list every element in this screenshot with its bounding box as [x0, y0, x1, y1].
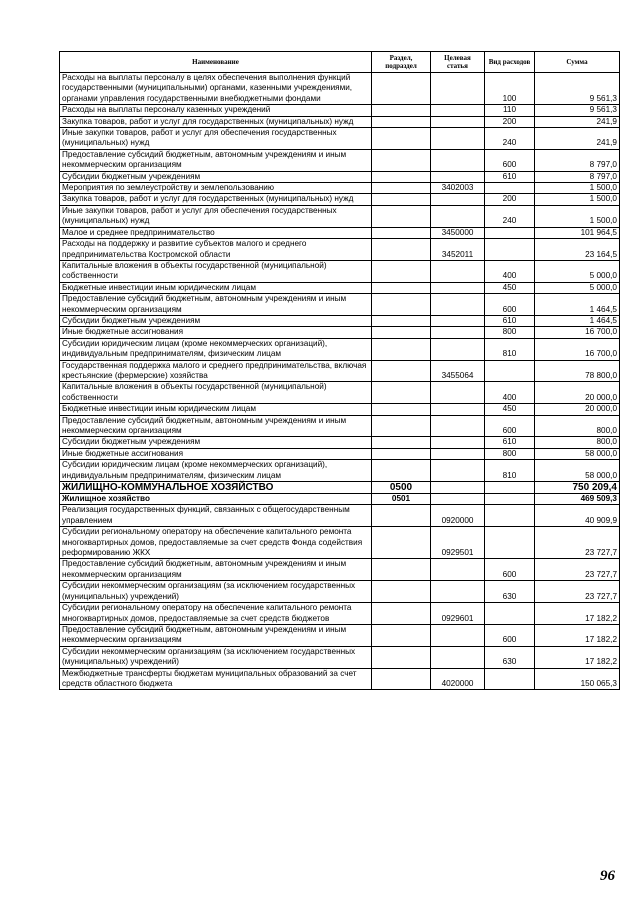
- table-row: [60, 194, 620, 205]
- cell-section: [372, 404, 431, 415]
- cell-sum: 58 000,0: [535, 448, 620, 459]
- cell-kind: 200: [485, 116, 535, 127]
- cell-name: Предоставление субсидий бюджетным, автономным учреждениям и иным некоммерческим организациям: [60, 624, 372, 646]
- cell-section: [372, 105, 431, 116]
- cell-target: 4020000: [431, 668, 485, 690]
- cell-section: [372, 128, 431, 150]
- cell-kind: 200: [485, 194, 535, 205]
- table-row: [60, 183, 620, 194]
- cell-kind: 630: [485, 646, 535, 668]
- budget-table: [59, 51, 620, 690]
- cell-sum: 800,0: [535, 437, 620, 448]
- cell-kind: 800: [485, 327, 535, 338]
- header-name: Наименование: [60, 52, 372, 73]
- cell-target: [431, 482, 485, 494]
- table-row: [60, 415, 620, 437]
- cell-section: [372, 149, 431, 171]
- cell-name: Предоставление субсидий бюджетным, автономным учреждениям и иным некоммерческим организациям: [60, 149, 372, 171]
- cell-sum: 23 164,5: [535, 239, 620, 261]
- table-row: [60, 73, 620, 105]
- table-header-row: [60, 52, 620, 73]
- cell-kind: [485, 668, 535, 690]
- table-row: [60, 603, 620, 625]
- table-row: [60, 382, 620, 404]
- header-target: Целевая статья: [431, 52, 485, 73]
- cell-target: [431, 382, 485, 404]
- table-row: [60, 581, 620, 603]
- cell-kind: 630: [485, 581, 535, 603]
- cell-name: Расходы на выплаты персоналу казенных учреждений: [60, 105, 372, 116]
- cell-sum: 241,9: [535, 128, 620, 150]
- cell-name: Капитальные вложения в объекты государственной (муниципальной) собственности: [60, 260, 372, 282]
- cell-section: 0500: [372, 482, 431, 494]
- cell-name: Закупка товаров, работ и услуг для государственных (муниципальных) нужд: [60, 194, 372, 205]
- table-row: [60, 282, 620, 293]
- cell-name: Мероприятия по землеустройству и землепользованию: [60, 183, 372, 194]
- cell-sum: 17 182,2: [535, 624, 620, 646]
- cell-kind: 800: [485, 448, 535, 459]
- cell-target: 3402003: [431, 183, 485, 194]
- cell-name: Бюджетные инвестиции иным юридическим лицам: [60, 404, 372, 415]
- cell-sum: 8 797,0: [535, 149, 620, 171]
- cell-sum: 23 727,7: [535, 559, 620, 581]
- table-row: [60, 239, 620, 261]
- cell-target: [431, 260, 485, 282]
- cell-target: [431, 581, 485, 603]
- cell-kind: 100: [485, 73, 535, 105]
- cell-sum: 58 000,0: [535, 460, 620, 482]
- table-row: [60, 205, 620, 227]
- cell-target: [431, 171, 485, 182]
- cell-target: [431, 646, 485, 668]
- cell-target: 0929501: [431, 527, 485, 559]
- cell-name: Иные бюджетные ассигнования: [60, 327, 372, 338]
- cell-section: [372, 338, 431, 360]
- cell-sum: 5 000,0: [535, 282, 620, 293]
- cell-section: [372, 239, 431, 261]
- cell-kind: 450: [485, 404, 535, 415]
- cell-target: 3452011: [431, 239, 485, 261]
- cell-name: Государственная поддержка малого и среднего предпринимательства, включая крестьянские (фермерские) хозяйства: [60, 360, 372, 382]
- cell-section: [372, 559, 431, 581]
- cell-section: [372, 116, 431, 127]
- cell-name: Субсидии юридическим лицам (кроме некоммерческих организаций), индивидуальным предпринимателям, физическим лицам: [60, 460, 372, 482]
- cell-name: Субсидии бюджетным учреждениям: [60, 437, 372, 448]
- cell-sum: 17 182,2: [535, 603, 620, 625]
- table-row: [60, 105, 620, 116]
- cell-name: ЖИЛИЩНО-КОММУНАЛЬНОЕ ХОЗЯЙСТВО: [60, 482, 372, 494]
- table-row: [60, 294, 620, 316]
- cell-sum: 241,9: [535, 116, 620, 127]
- cell-sum: 1 464,5: [535, 315, 620, 326]
- cell-sum: 23 727,7: [535, 581, 620, 603]
- cell-sum: 20 000,0: [535, 382, 620, 404]
- cell-target: [431, 327, 485, 338]
- cell-target: [431, 149, 485, 171]
- table-row: [60, 338, 620, 360]
- cell-sum: 800,0: [535, 415, 620, 437]
- cell-kind: [485, 603, 535, 625]
- cell-target: [431, 105, 485, 116]
- cell-section: [372, 460, 431, 482]
- cell-section: [372, 415, 431, 437]
- cell-name: Бюджетные инвестиции иным юридическим лицам: [60, 282, 372, 293]
- cell-name: Расходы на поддержку и развитие субъектов малого и среднего предпринимательства Костромской области: [60, 239, 372, 261]
- cell-section: [372, 205, 431, 227]
- cell-target: 0920000: [431, 505, 485, 527]
- table-row: [60, 149, 620, 171]
- cell-section: [372, 183, 431, 194]
- budget-sheet: [59, 51, 619, 690]
- cell-name: Предоставление субсидий бюджетным, автономным учреждениям и иным некоммерческим организациям: [60, 559, 372, 581]
- cell-target: 3450000: [431, 227, 485, 238]
- cell-target: [431, 128, 485, 150]
- cell-target: [431, 338, 485, 360]
- table-row: [60, 646, 620, 668]
- table-row: [60, 171, 620, 182]
- cell-target: [431, 205, 485, 227]
- cell-name: Межбюджетные трансферты бюджетам муниципальных образований за счет средств областного бюджета: [60, 668, 372, 690]
- cell-kind: 600: [485, 624, 535, 646]
- cell-sum: 17 182,2: [535, 646, 620, 668]
- cell-kind: 610: [485, 437, 535, 448]
- cell-target: [431, 624, 485, 646]
- cell-sum: 1 500,0: [535, 194, 620, 205]
- cell-sum: 750 209,4: [535, 482, 620, 494]
- cell-sum: 16 700,0: [535, 327, 620, 338]
- cell-sum: 1 464,5: [535, 294, 620, 316]
- cell-section: [372, 294, 431, 316]
- cell-target: [431, 116, 485, 127]
- cell-sum: 1 500,0: [535, 183, 620, 194]
- cell-target: [431, 294, 485, 316]
- cell-kind: 810: [485, 338, 535, 360]
- cell-name: Капитальные вложения в объекты государственной (муниципальной) собственности: [60, 382, 372, 404]
- table-row: [60, 494, 620, 505]
- cell-kind: 600: [485, 415, 535, 437]
- cell-target: [431, 448, 485, 459]
- cell-name: Субсидии бюджетным учреждениям: [60, 315, 372, 326]
- page-number: 96: [600, 868, 615, 884]
- table-row: [60, 260, 620, 282]
- header-kind: Вид расходов: [485, 52, 535, 73]
- cell-kind: 810: [485, 460, 535, 482]
- cell-sum: 1 500,0: [535, 205, 620, 227]
- table-row: [60, 482, 620, 494]
- cell-sum: 8 797,0: [535, 171, 620, 182]
- cell-section: [372, 624, 431, 646]
- cell-sum: 101 964,5: [535, 227, 620, 238]
- table-row: [60, 116, 620, 127]
- cell-section: [372, 382, 431, 404]
- table-row: [60, 505, 620, 527]
- cell-target: [431, 415, 485, 437]
- cell-section: [372, 260, 431, 282]
- table-row: [60, 448, 620, 459]
- cell-kind: 600: [485, 294, 535, 316]
- cell-name: Предоставление субсидий бюджетным, автономным учреждениям и иным некоммерческим организациям: [60, 294, 372, 316]
- cell-section: [372, 581, 431, 603]
- cell-sum: 5 000,0: [535, 260, 620, 282]
- table-row: [60, 559, 620, 581]
- cell-sum: 78 800,0: [535, 360, 620, 382]
- cell-target: [431, 315, 485, 326]
- cell-target: [431, 73, 485, 105]
- cell-name: Субсидии некоммерческим организациям (за исключением государственных (муниципальных) учреждений): [60, 646, 372, 668]
- cell-sum: 9 561,3: [535, 73, 620, 105]
- cell-kind: [485, 527, 535, 559]
- table-row: [60, 624, 620, 646]
- cell-sum: 150 065,3: [535, 668, 620, 690]
- cell-name: Субсидии бюджетным учреждениям: [60, 171, 372, 182]
- table-row: [60, 327, 620, 338]
- cell-name: Иные бюджетные ассигнования: [60, 448, 372, 459]
- cell-kind: [485, 494, 535, 505]
- cell-name: Расходы на выплаты персоналу в целях обеспечения выполнения функций государственными (муниципальными) органами, казенными учреждениями, органами управления государственными внебюджетными фондами: [60, 73, 372, 105]
- cell-kind: 400: [485, 382, 535, 404]
- cell-kind: 600: [485, 149, 535, 171]
- cell-name: Субсидии юридическим лицам (кроме некоммерческих организаций), индивидуальным предпринимателям, физическим лицам: [60, 338, 372, 360]
- cell-section: [372, 227, 431, 238]
- cell-target: 0929601: [431, 603, 485, 625]
- cell-target: [431, 460, 485, 482]
- cell-target: [431, 494, 485, 505]
- cell-name: Жилищное хозяйство: [60, 494, 372, 505]
- table-row: [60, 668, 620, 690]
- table-row: [60, 404, 620, 415]
- cell-kind: [485, 360, 535, 382]
- cell-kind: [485, 239, 535, 261]
- cell-kind: [485, 482, 535, 494]
- cell-kind: [485, 505, 535, 527]
- header-section: Раздел, подраздел: [372, 52, 431, 73]
- cell-section: [372, 646, 431, 668]
- cell-sum: 40 909,9: [535, 505, 620, 527]
- cell-target: [431, 194, 485, 205]
- cell-section: [372, 315, 431, 326]
- table-row: [60, 128, 620, 150]
- cell-sum: 23 727,7: [535, 527, 620, 559]
- cell-name: Предоставление субсидий бюджетным, автономным учреждениям и иным некоммерческим организациям: [60, 415, 372, 437]
- cell-kind: 110: [485, 105, 535, 116]
- cell-sum: 20 000,0: [535, 404, 620, 415]
- cell-kind: [485, 183, 535, 194]
- cell-name: Закупка товаров, работ и услуг для государственных (муниципальных) нужд: [60, 116, 372, 127]
- cell-sum: 9 561,3: [535, 105, 620, 116]
- cell-section: [372, 448, 431, 459]
- cell-kind: 610: [485, 171, 535, 182]
- cell-section: [372, 437, 431, 448]
- cell-target: [431, 437, 485, 448]
- cell-kind: 600: [485, 559, 535, 581]
- table-body: [60, 73, 620, 690]
- cell-target: [431, 282, 485, 293]
- cell-name: Иные закупки товаров, работ и услуг для обеспечения государственных (муниципальных) нужд: [60, 128, 372, 150]
- table-row: [60, 360, 620, 382]
- cell-section: [372, 171, 431, 182]
- cell-section: [372, 505, 431, 527]
- cell-section: [372, 603, 431, 625]
- cell-kind: 610: [485, 315, 535, 326]
- table-row: [60, 527, 620, 559]
- cell-section: [372, 527, 431, 559]
- cell-target: [431, 559, 485, 581]
- cell-name: Малое и среднее предпринимательство: [60, 227, 372, 238]
- cell-kind: 240: [485, 205, 535, 227]
- cell-name: Субсидии региональному оператору на обеспечение капитального ремонта многоквартирных домов, предоставляемые за счет средств бюджетов: [60, 603, 372, 625]
- cell-kind: 400: [485, 260, 535, 282]
- cell-kind: 450: [485, 282, 535, 293]
- cell-target: 3455064: [431, 360, 485, 382]
- cell-target: [431, 404, 485, 415]
- header-sum: Сумма: [535, 52, 620, 73]
- cell-kind: 240: [485, 128, 535, 150]
- cell-section: [372, 360, 431, 382]
- table-row: [60, 460, 620, 482]
- cell-sum: 469 509,3: [535, 494, 620, 505]
- table-row: [60, 437, 620, 448]
- cell-name: Иные закупки товаров, работ и услуг для обеспечения государственных (муниципальных) нужд: [60, 205, 372, 227]
- cell-name: Субсидии некоммерческим организациям (за исключением государственных (муниципальных) учреждений): [60, 581, 372, 603]
- cell-kind: [485, 227, 535, 238]
- cell-section: [372, 282, 431, 293]
- cell-sum: 16 700,0: [535, 338, 620, 360]
- cell-name: Субсидии региональному оператору на обеспечение капитального ремонта многоквартирных домов, предоставляемые за счет средств Фонда содействия реформированию ЖКХ: [60, 527, 372, 559]
- table-row: [60, 315, 620, 326]
- cell-name: Реализация государственных функций, связанных с общегосударственным управлением: [60, 505, 372, 527]
- cell-section: [372, 327, 431, 338]
- cell-section: [372, 668, 431, 690]
- cell-section: [372, 194, 431, 205]
- cell-section: 0501: [372, 494, 431, 505]
- cell-section: [372, 73, 431, 105]
- table-row: [60, 227, 620, 238]
